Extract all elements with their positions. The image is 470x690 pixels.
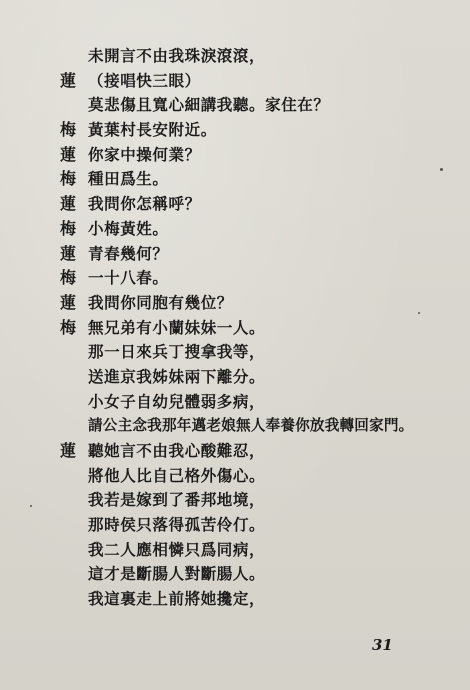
line-text: 那一日來兵丁搜拿我等，	[88, 342, 266, 362]
script-line	[0, 291, 470, 316]
speaker-name: 蓮	[60, 144, 77, 164]
line-text: 我二人應相憐只爲同病，	[88, 539, 266, 559]
script-line	[0, 167, 470, 192]
script-line	[0, 93, 470, 118]
line-text: 我這裏走上前將她攙定，	[88, 589, 266, 609]
paper-speck	[418, 312, 420, 314]
line-text: 將他人比自己格外傷心。	[88, 465, 266, 485]
line-text: 小梅黃姓。	[88, 218, 169, 238]
script-line	[0, 365, 470, 390]
paper-speck	[30, 505, 32, 507]
line-text: 黃葉村長安附近。	[88, 120, 217, 140]
script-line	[0, 562, 470, 587]
line-text: 我問你怎稱呼？	[88, 194, 201, 214]
script-line	[0, 143, 470, 168]
line-text: 無兄弟有小蘭妹妹一人。	[88, 317, 266, 337]
script-line	[0, 439, 470, 464]
line-text: 小女子自幼兒體弱多病，	[88, 391, 266, 411]
speaker-name: 蓮	[60, 243, 77, 263]
line-text: 這才是斷腸人對斷腸人。	[88, 564, 266, 584]
line-text: 請公主念我那年邁老娘無人奉養你放我轉回家門。	[88, 417, 414, 435]
line-text: 那時侯只落得孤苦伶仃。	[88, 515, 266, 535]
speaker-name: 梅	[60, 317, 77, 337]
paper-speck	[440, 168, 443, 171]
speaker-name: 蓮	[60, 194, 77, 214]
script-line	[0, 488, 470, 513]
speaker-name: 蓮	[60, 70, 77, 90]
script-line	[0, 217, 470, 242]
script-line	[0, 538, 470, 563]
speaker-name: 梅	[60, 120, 77, 140]
script-line	[0, 69, 470, 94]
script-line	[0, 513, 470, 538]
line-text: （接唱快三眼）	[88, 70, 201, 90]
line-text: 你家中操何業？	[88, 144, 201, 164]
script-line	[0, 44, 470, 69]
script-line	[0, 266, 470, 291]
line-text: 我問你同胞有幾位？	[88, 292, 233, 312]
script-line	[0, 414, 470, 439]
speaker-name: 梅	[60, 268, 77, 288]
script-line	[0, 390, 470, 415]
line-text: 送進京我姊妹兩下離分。	[88, 366, 266, 386]
speaker-name: 蓮	[60, 441, 77, 460]
line-text: 一十八春。	[88, 268, 169, 288]
speaker-name: 蓮	[60, 292, 77, 312]
script-line	[0, 242, 470, 267]
page-number: 31	[372, 636, 393, 654]
line-text: 種田爲生。	[88, 169, 169, 189]
script-text-block	[0, 44, 470, 612]
speaker-name: 梅	[60, 169, 77, 189]
line-text: 我若是嫁到了番邦地境，	[88, 490, 266, 510]
script-line	[0, 587, 470, 612]
line-text: 聽她言不由我心酸難忍，	[88, 441, 266, 460]
script-line	[0, 192, 470, 217]
line-text: 青春幾何？	[88, 243, 169, 263]
line-text: 未開言不由我珠淚滾滾，	[88, 46, 266, 65]
script-line	[0, 340, 470, 365]
script-line	[0, 118, 470, 143]
script-line	[0, 464, 470, 489]
script-line	[0, 316, 470, 341]
speaker-name: 梅	[60, 218, 77, 238]
line-text: 莫悲傷且寬心細講我聽。家住在？	[88, 95, 330, 115]
